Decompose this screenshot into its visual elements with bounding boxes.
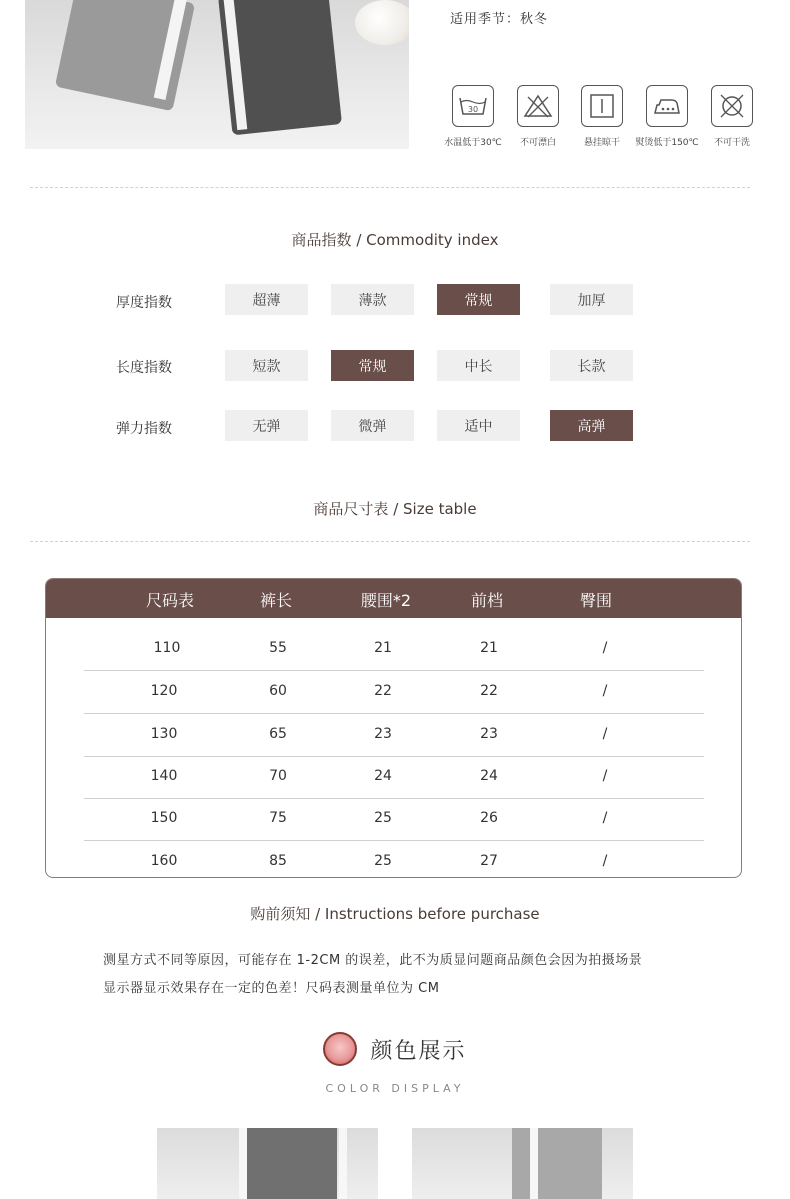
no-bleach-icon — [517, 85, 559, 127]
cell-hip: / — [602, 853, 608, 869]
care-item-bleach — [502, 85, 574, 148]
chip-length-3: 长款 — [550, 350, 633, 381]
col-header-hip: 臀围 — [579, 591, 613, 610]
cell-length: 65 — [269, 726, 287, 742]
color-thumb-light-gray[interactable] — [412, 1128, 633, 1199]
cell-rise: 24 — [480, 768, 498, 784]
divider — [30, 187, 750, 188]
chip-length-0: 短款 — [225, 350, 308, 381]
chip-thickness-0: 超薄 — [225, 284, 308, 315]
cell-waist: 25 — [374, 853, 392, 869]
season-text: 适用季节：秋冬 — [450, 12, 549, 27]
index-label-thickness: 厚度指数 — [116, 295, 172, 311]
care-label: 悬挂晾干 — [583, 138, 620, 148]
chip-thickness-3: 加厚 — [550, 284, 633, 315]
color-thumb-dark-gray[interactable] — [157, 1128, 378, 1199]
cell-rise: 27 — [480, 853, 498, 869]
cell-length: 75 — [269, 810, 287, 826]
care-label: 不可漂白 — [519, 138, 556, 148]
wash-30-icon — [452, 85, 494, 127]
wash-temp-mark: 30 — [467, 105, 479, 114]
chip-elasticity-1: 微弹 — [331, 410, 414, 441]
col-header-size: 尺码表 — [145, 591, 195, 610]
chip-length-1-selected: 常规 — [331, 350, 414, 381]
cell-size: 160 — [150, 853, 178, 869]
no-dry-clean-icon — [711, 85, 753, 127]
pants-stripe — [530, 1128, 538, 1199]
cell-waist: 22 — [374, 683, 392, 699]
cell-length: 55 — [269, 640, 287, 656]
cell-hip: / — [602, 810, 608, 826]
col-header-length: 裤长 — [259, 591, 293, 610]
chip-elasticity-3-selected: 高弹 — [550, 410, 633, 441]
col-header-waist: 腰围*2 — [360, 591, 412, 610]
hang-dry-icon — [581, 85, 623, 127]
size-table-title: 商品尺寸表 / Size table — [313, 500, 477, 518]
chip-length-2: 中长 — [437, 350, 520, 381]
cell-size: 130 — [150, 726, 178, 742]
pants-stripe — [239, 1128, 247, 1199]
size-table — [45, 578, 742, 878]
pig-mascot-icon — [323, 1032, 357, 1066]
cotton-flower — [355, 0, 409, 45]
pants-dark-gray — [247, 1128, 337, 1199]
cell-waist: 23 — [374, 726, 392, 742]
index-label-elasticity: 弹力指数 — [116, 421, 172, 437]
cell-size: 140 — [150, 768, 178, 784]
color-display-subtitle: COLOR DISPLAY — [325, 1082, 465, 1095]
cell-rise: 26 — [480, 810, 498, 826]
care-label: 不可干洗 — [713, 138, 750, 148]
chip-thickness-1: 薄款 — [331, 284, 414, 315]
chip-elasticity-2: 适中 — [437, 410, 520, 441]
table-row — [84, 671, 704, 714]
cell-size: 110 — [153, 640, 181, 656]
care-item-hang — [566, 85, 638, 148]
cell-waist: 21 — [374, 640, 392, 656]
pants-light-gray — [512, 1128, 602, 1199]
size-table-header — [46, 579, 742, 618]
cell-waist: 25 — [374, 810, 392, 826]
cell-rise: 22 — [480, 683, 498, 699]
cell-size: 120 — [150, 683, 178, 699]
table-row — [84, 756, 704, 799]
care-item-wash — [437, 85, 509, 148]
care-label: 熨烫低于150℃ — [635, 138, 699, 148]
index-label-length: 长度指数 — [116, 360, 172, 376]
cell-hip: / — [602, 726, 608, 742]
color-display-title: 颜色展示 — [370, 1038, 467, 1064]
commodity-index-title: 商品指数 / Commodity index — [291, 231, 499, 249]
notice-line-2: 显示器显示效果存在一定的色差！尺码表测量单位为 CM — [103, 981, 440, 996]
notice-line-1: 测星方式不同等原因，可能存在 1-2CM 的误差，此不为质显问题商品颜色会因为拍摄场景 — [103, 953, 643, 968]
care-item-dry-clean — [696, 85, 768, 148]
care-item-iron — [631, 85, 703, 148]
cell-hip: / — [602, 683, 608, 699]
table-row — [84, 714, 704, 757]
color-display-heading — [0, 1032, 790, 1066]
table-row — [84, 841, 704, 878]
cell-length: 85 — [269, 853, 287, 869]
cell-rise: 21 — [480, 640, 498, 656]
purchase-notice-title: 购前须知 / Instructions before purchase — [250, 905, 540, 923]
chip-thickness-2-selected: 常规 — [437, 284, 520, 315]
table-row — [84, 798, 704, 841]
pants-stripe — [339, 1128, 347, 1199]
cell-length: 70 — [269, 768, 287, 784]
cell-hip: / — [602, 768, 608, 784]
col-header-rise: 前档 — [470, 591, 504, 610]
cell-rise: 23 — [480, 726, 498, 742]
cell-length: 60 — [269, 683, 287, 699]
chip-elasticity-0: 无弹 — [225, 410, 308, 441]
cell-waist: 24 — [374, 768, 392, 784]
care-label: 水温低于30℃ — [444, 138, 502, 148]
iron-150-icon — [646, 85, 688, 127]
table-row — [84, 628, 704, 671]
cell-hip: / — [602, 640, 608, 656]
divider — [30, 541, 750, 542]
cell-size: 150 — [150, 810, 178, 826]
product-photo-top — [25, 0, 409, 149]
